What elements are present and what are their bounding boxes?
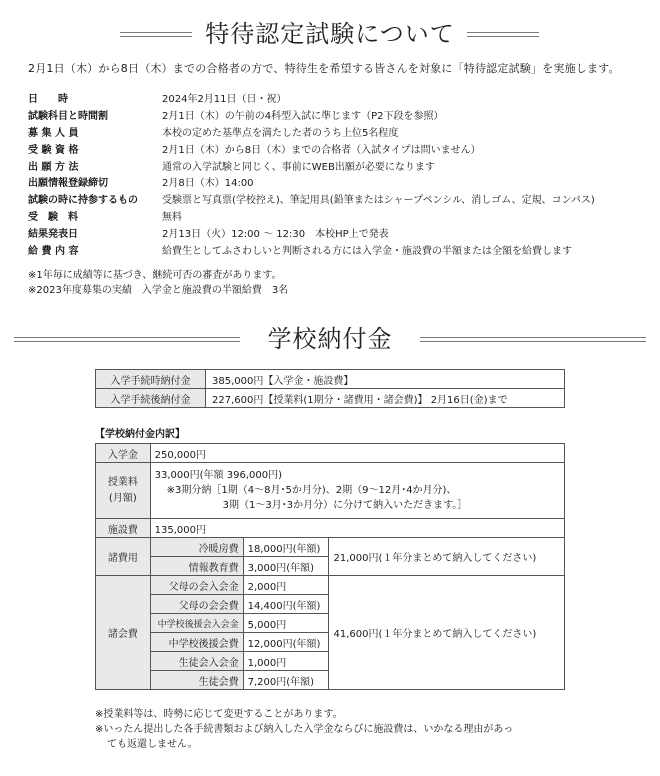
misc-item-name: 冷暖房費	[150, 538, 243, 557]
note-line: ても返還しません。	[107, 739, 198, 750]
info-label: 受 験 資 格	[28, 144, 79, 156]
info-value: 通常の入学試験と同じく、事前にWEB出願が必要になります	[162, 161, 435, 173]
assoc-item-value: 7,200円(年額)	[243, 671, 329, 690]
entrance-fee-label: 入学金	[96, 444, 151, 463]
table-row	[96, 519, 565, 538]
info-label: 募 集 人 員	[28, 127, 79, 139]
info-label: 受 験 料	[28, 212, 78, 224]
assoc-item-value: 14,400円(年額)	[243, 595, 329, 614]
assoc-item-name: 父母の会入会金	[150, 576, 243, 595]
misc-item-name: 情報教育費	[150, 557, 243, 576]
entrance-fee-value: 250,000円	[150, 444, 564, 463]
breakdown-table	[95, 443, 565, 690]
intro-text: 2月1日（木）から8日（木）までの合格者の方で、特待生を希望する皆さんを対象に「特待認定試験」を実施します。	[28, 62, 620, 75]
info-row	[28, 92, 648, 109]
tuition-line: 3期（1～3月･3か月分）に分けて納入いただきます。］	[222, 500, 468, 511]
info-row	[28, 210, 648, 227]
info-value: 2月8日（木）14:00	[162, 178, 254, 190]
fee-notes	[95, 707, 565, 752]
breakdown-title: 【学校納付金内訳】	[95, 429, 185, 440]
payment-value: 227,600円【授業料(1期分・諸費用・諸会費)】 2月16日(金)まで	[206, 389, 565, 408]
assoc-item-value: 1,000円	[243, 652, 329, 671]
info-row	[28, 227, 648, 244]
info-row	[28, 126, 648, 143]
table-row	[96, 463, 565, 519]
info-label: 出願情報登録締切	[28, 178, 108, 190]
info-value: 2月13日（火）12:00 ～ 12:30 本校HP上で発表	[162, 229, 389, 241]
info-row	[28, 109, 648, 126]
assoc-total: 41,600円(１年分まとめて納入してください)	[329, 576, 565, 690]
info-value: 2024年2月11日（日・祝）	[162, 94, 287, 105]
info-label: 出 願 方 法	[28, 161, 79, 173]
misc-item-value: 3,000円(年額)	[243, 557, 329, 576]
info-label: 日 時	[28, 94, 68, 105]
tokutai-notes	[28, 268, 288, 298]
tuition-label	[96, 463, 151, 519]
assoc-item-name: 父母の会会費	[150, 595, 243, 614]
section-header-fees	[0, 319, 660, 359]
assoc-item-value: 5,000円	[243, 614, 329, 633]
info-value: 2月1日（木）の午前の4科型入試に準じます（P2下段を参照）	[162, 110, 444, 122]
table-row	[96, 389, 565, 408]
assoc-item-name: 生徒会入会金	[150, 652, 243, 671]
info-value: 給費生としてふさわしいと判断される方には入学金・施設費の半額または全額を給費します	[162, 246, 572, 258]
note-line: ※いったん提出した各手続書類および納入した入学金ならびに施設費は、いかなる理由があっ	[95, 724, 514, 735]
section-title-fees: 学校納付金	[267, 325, 393, 353]
misc-label: 諸費用	[96, 538, 151, 576]
assoc-item-value: 12,000円(年額)	[243, 633, 329, 652]
payment-value: 385,000円【入学金・施設費】	[206, 370, 565, 389]
assoc-label: 諸会費	[96, 576, 151, 690]
info-row	[28, 244, 648, 261]
facility-label: 施設費	[96, 519, 151, 538]
tuition-detail	[150, 463, 564, 519]
header-rule-right	[467, 32, 539, 37]
assoc-item-name: 生徒会費	[150, 671, 243, 690]
info-label: 給 費 内 容	[28, 246, 79, 258]
info-label: 試験科目と時間割	[28, 110, 108, 122]
section-header-tokutai	[0, 14, 660, 54]
tuition-label-main: 授業料	[107, 476, 138, 488]
info-value: 無料	[162, 212, 182, 224]
info-row	[28, 143, 648, 160]
info-row	[28, 193, 648, 210]
assoc-item-name: 中学校後援会費	[150, 633, 243, 652]
note-line: ※2023年度募集の実績 入学金と施設費の半額給費 3名	[28, 285, 289, 296]
section-title-tokutai: 特待認定試験について	[205, 20, 455, 48]
payment-label: 入学手続後納付金	[96, 389, 206, 408]
exam-info-list	[28, 92, 648, 261]
tuition-line: ※3期分納［1期（4～8月･5か月分)、2期（9～12月･4か月分)、	[166, 485, 457, 496]
payment-label: 入学手続時納付金	[96, 370, 206, 389]
misc-total: 21,000円(１年分まとめて納入してください)	[329, 538, 565, 576]
facility-value: 135,000円	[150, 519, 564, 538]
misc-item-value: 18,000円(年額)	[243, 538, 329, 557]
tuition-line: 33,000円(年額 396,000円)	[154, 470, 282, 481]
table-row	[96, 444, 565, 463]
tuition-label-sub: (月額)	[108, 492, 137, 504]
info-row	[28, 176, 648, 193]
table-row	[96, 538, 565, 557]
info-row	[28, 160, 648, 177]
note-line: ※1年毎に成績等に基づき、継続可否の審査があります。	[28, 270, 282, 281]
header-rule-right	[420, 337, 646, 342]
info-label: 試験の時に持参するもの	[28, 195, 138, 207]
assoc-item-name: 中学校後援会入会金	[150, 614, 243, 633]
info-value: 2月1日（木）から8日（木）までの合格者（入試タイプは問いません）	[162, 144, 481, 156]
payment-table	[95, 369, 565, 408]
info-value: 受験票と写真票(学校控え)、筆記用具(鉛筆またはシャープペンシル、消しゴム、定規、コンパス)	[162, 195, 595, 207]
note-line: ※授業料等は、時勢に応じて変更することがあります。	[95, 709, 343, 720]
info-value: 本校の定めた基準点を満たした者のうち上位5名程度	[162, 127, 399, 139]
info-label: 結果発表日	[28, 229, 78, 241]
table-row	[96, 576, 565, 595]
assoc-item-value: 2,000円	[243, 576, 329, 595]
table-row	[96, 370, 565, 389]
